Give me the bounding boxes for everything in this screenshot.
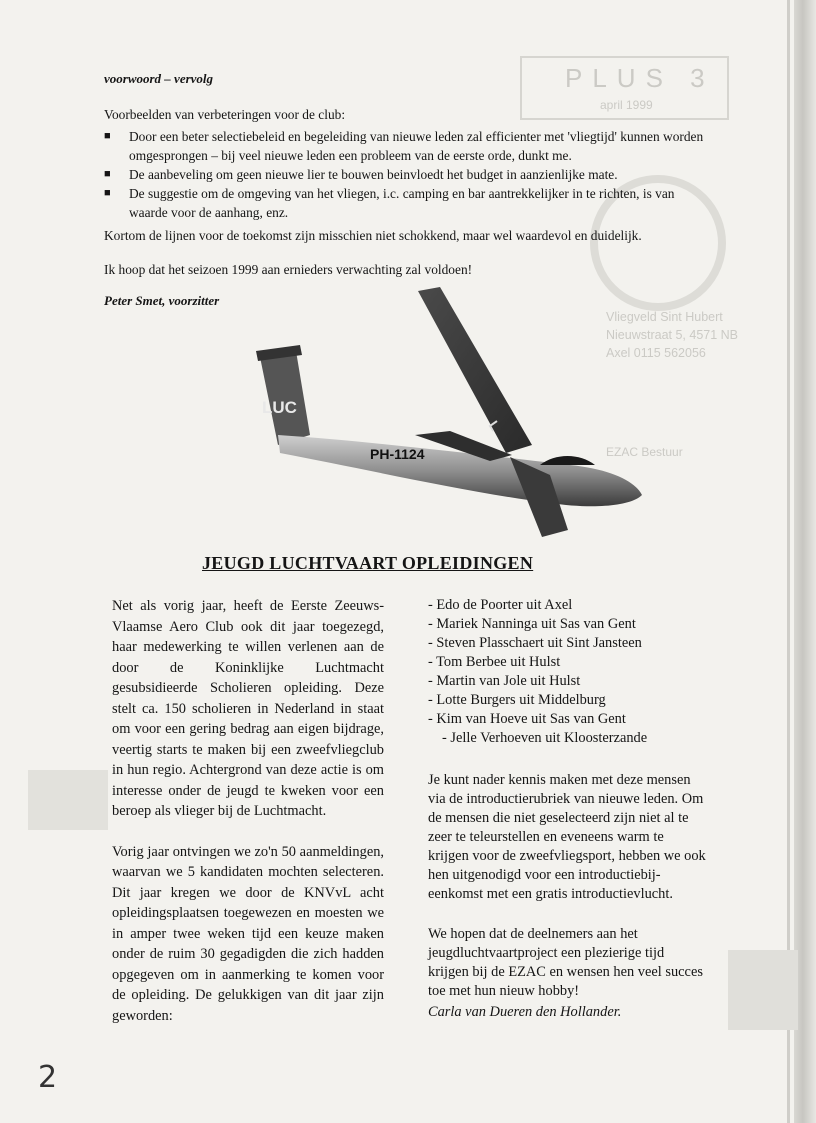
signature-chairman: Peter Smet, voorzitter xyxy=(104,293,220,308)
bullet-icon: ■ xyxy=(104,168,111,180)
signature-author: Carla van Dueren den Hollander. xyxy=(428,1004,622,1020)
glider-canopy xyxy=(540,456,595,465)
article-title: JEUGD LUCHTVAART OPLEIDINGEN xyxy=(202,553,534,573)
improvement-item xyxy=(104,127,714,165)
article-paragraph: Vorig jaar ontvingen we zo'n 50 aanmeldingen, waarvan we 5 kandidaten mochten selecteren. Dit jaar kregen we door de KNVvL acht opleidingsplaatsen toegewezen en moesten we in amper twee weken tijd een keuze maken onder de ruim 30 gegadigden die zich hadden opgegeven om in aanmerking te komen voor de opleiding. De gelukkigen van dit jaar zijn geworden: xyxy=(112,843,384,1024)
candidate-item: - Jelle Verhoeven uit Kloosterzande xyxy=(442,730,648,746)
improvement-item xyxy=(104,184,714,222)
candidate-item: - Martin van Jole uit Hulst xyxy=(428,673,581,689)
bleed-box-date: april 1999 xyxy=(600,98,653,112)
glider-wing-code: L xyxy=(485,417,504,434)
article-paragraph: We hopen dat de deelnemers aan het jeugdluchtvaartproject een plezierige tijd krijgen bij de EZAC en wensen hen veel succes toe met hun nieuw hobby! xyxy=(428,926,703,999)
intro-block xyxy=(104,105,714,222)
glider-fin-code: LUC xyxy=(262,398,297,417)
improvement-list xyxy=(104,127,714,222)
selected-candidates-list xyxy=(428,596,708,748)
article-paragraph: Je kunt nader kennis maken met deze mensen via de introductierubriek van nieuwe leden. Om de mensen die niet geselecteerd zijn niet al te zeer te teleurstellen en eveneens warm te krijgen voor de zweefvliegsport, hebben we ook hen uitgenodigd voor een introductiebij-eenkomst met een gratis introductievlucht. xyxy=(428,772,706,902)
bleed-address-line: Nieuwstraat 5, 4571 NB xyxy=(606,328,739,342)
improvement-item xyxy=(104,165,714,184)
article-right-column xyxy=(428,596,708,1001)
bleed-label: EZAC Bestuur xyxy=(606,445,683,459)
improvement-text: De suggestie om de omgeving van het vliegen, i.c. camping en bar aantrekkelijker in te richten, is van waarde voor de aanhang, enz. xyxy=(129,186,675,220)
improvement-text: Door een beter selectiebeleid en begeleiding van nieuwe leden zal efficienter met 'vliegtijd' kunnen worden omgesprongen – bij veel nieuwe leden een probleem van de eerste orde, dunkt me. xyxy=(129,129,704,163)
bleed-box-title: PLUS 3 xyxy=(565,63,715,93)
glider-upper-wing xyxy=(418,287,532,453)
bleed-dark-band xyxy=(28,770,108,830)
candidate-item: - Kim van Hoeve uit Sas van Gent xyxy=(428,711,626,727)
bullet-icon: ■ xyxy=(104,130,111,142)
bleed-address-line: Vliegveld Sint Hubert xyxy=(606,310,723,324)
bullet-icon: ■ xyxy=(104,187,111,199)
page-edge-shadow xyxy=(794,0,816,1123)
section-subtitle: voorwoord – vervolg xyxy=(104,71,214,86)
page-fold-line xyxy=(787,0,790,1123)
page-number: 2 xyxy=(38,1060,58,1095)
hope-text: Ik hoop dat het seizoen 1999 aan ernieders verwachting zal voldoen! xyxy=(104,262,473,277)
candidate-item: - Mariek Nanninga uit Sas van Gent xyxy=(428,616,636,632)
intro-lead: Voorbeelden van verbeteringen voor de club: xyxy=(104,107,346,122)
conclusion-text: Kortom de lijnen voor de toekomst zijn misschien niet schokkend, maar wel waardevol en duidelijk. xyxy=(104,228,642,243)
candidate-item: - Steven Plasschaert uit Sint Jansteen xyxy=(428,635,642,651)
glider-registration: PH-1124 xyxy=(370,446,425,462)
improvement-text: De aanbeveling om geen nieuwe lier te bouwen beinvloedt het budget in aanzienlijke mate. xyxy=(129,167,618,182)
article-left-column xyxy=(112,596,384,1026)
glider-photo xyxy=(250,285,725,545)
bleed-address-line: Axel 0115 562056 xyxy=(606,346,706,360)
candidate-item: - Tom Berbee uit Hulst xyxy=(428,654,561,670)
candidate-item: - Lotte Burgers uit Middelburg xyxy=(428,692,606,708)
candidate-item: - Edo de Poorter uit Axel xyxy=(428,597,573,613)
article-paragraph: Net als vorig jaar, heeft de Eerste Zeeuws-Vlaamse Aero Club ook dit jaar toegezegd, haar medewerking te willen verlenen aan de door de Koninklijke Luchtmacht gesubsidieerde Scholieren opleiding. Deze stelt ca. 150 scholieren in Nederland in staat om voor een gering bedrag aan eigen bijdrage, veertig starts te maken bij een zweefvliegclub in hun regio. Achtergrond van deze actie is om interesse onder de jeugd te kweken voor een beroep als vlieger bij de Luchtmacht. xyxy=(112,598,384,819)
